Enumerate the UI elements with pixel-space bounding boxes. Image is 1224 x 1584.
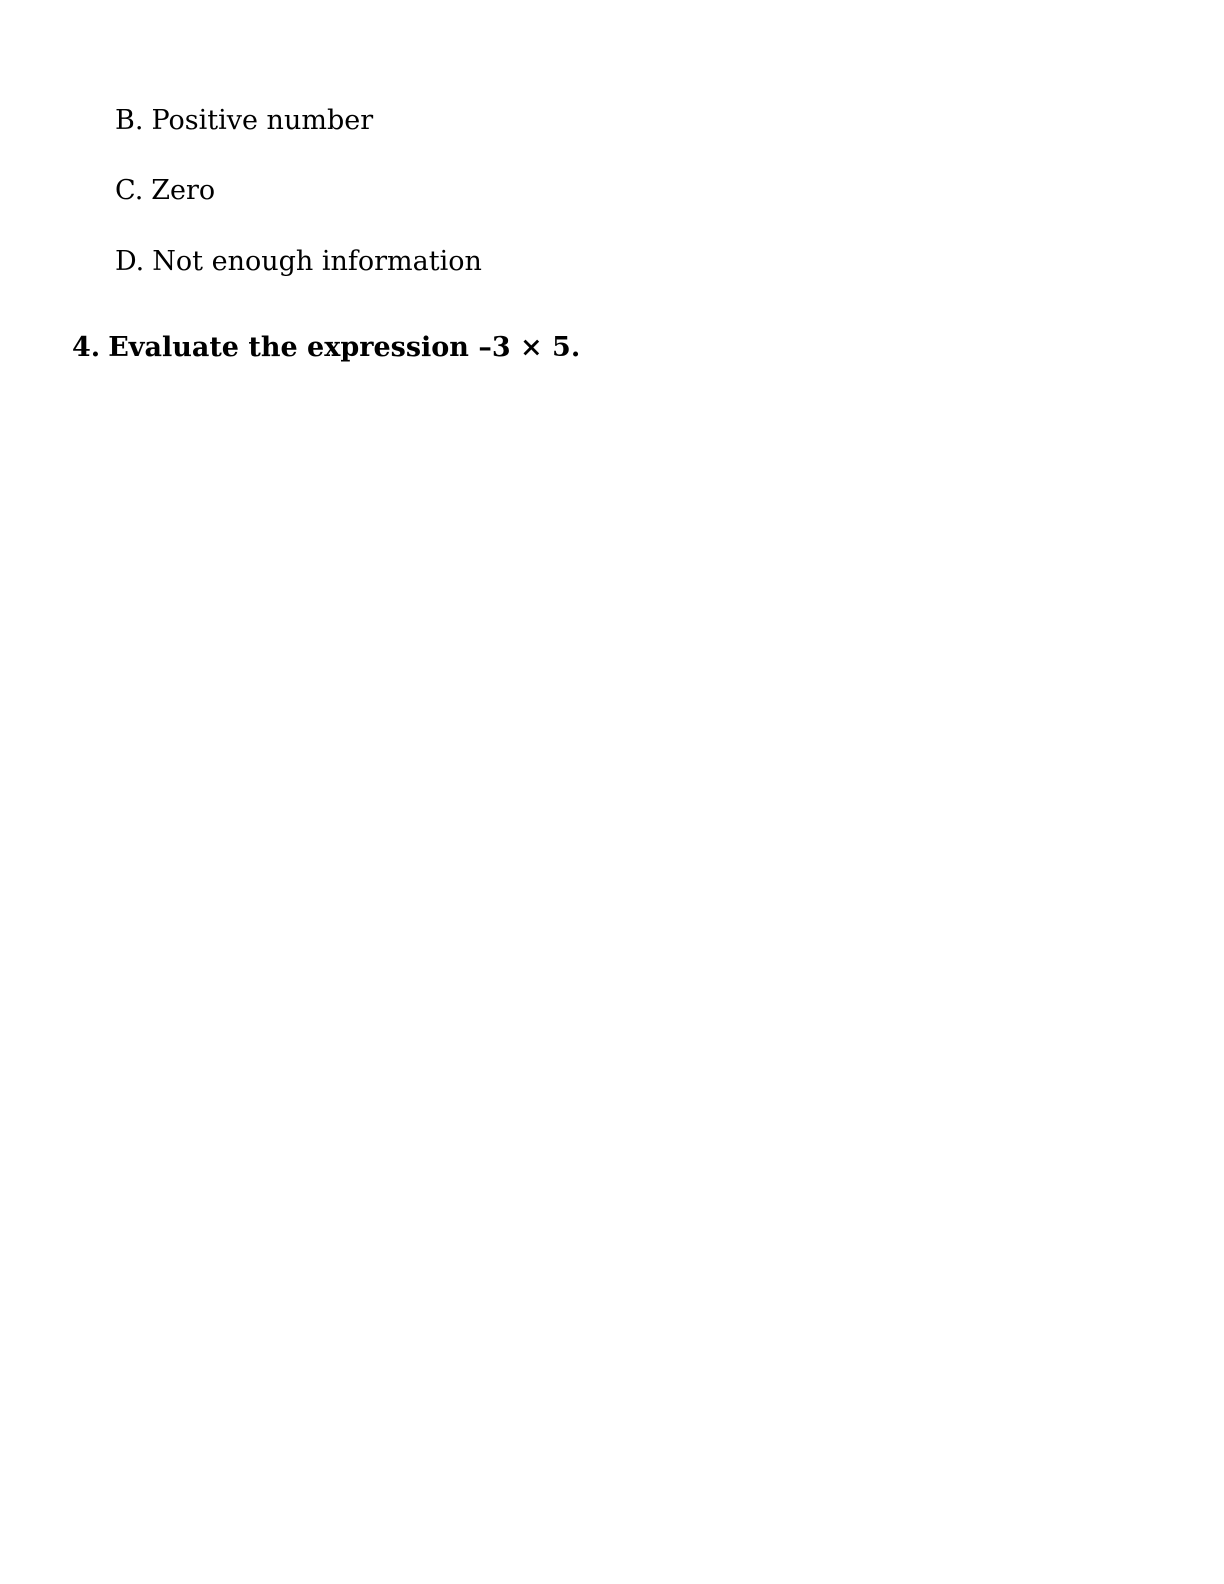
question-text: Evaluate the expression –3 × 5. xyxy=(108,332,581,363)
answer-option-d xyxy=(115,245,482,279)
option-letter: C. xyxy=(115,175,144,206)
answer-option-c xyxy=(115,174,215,208)
option-text: Positive number xyxy=(151,105,374,136)
question-4 xyxy=(72,330,580,366)
option-letter: D. xyxy=(115,246,145,277)
question-number: 4. xyxy=(72,332,101,363)
option-letter: B. xyxy=(115,105,144,136)
option-text: Zero xyxy=(151,175,216,206)
option-text: Not enough information xyxy=(152,246,482,277)
answer-option-b xyxy=(115,104,373,138)
